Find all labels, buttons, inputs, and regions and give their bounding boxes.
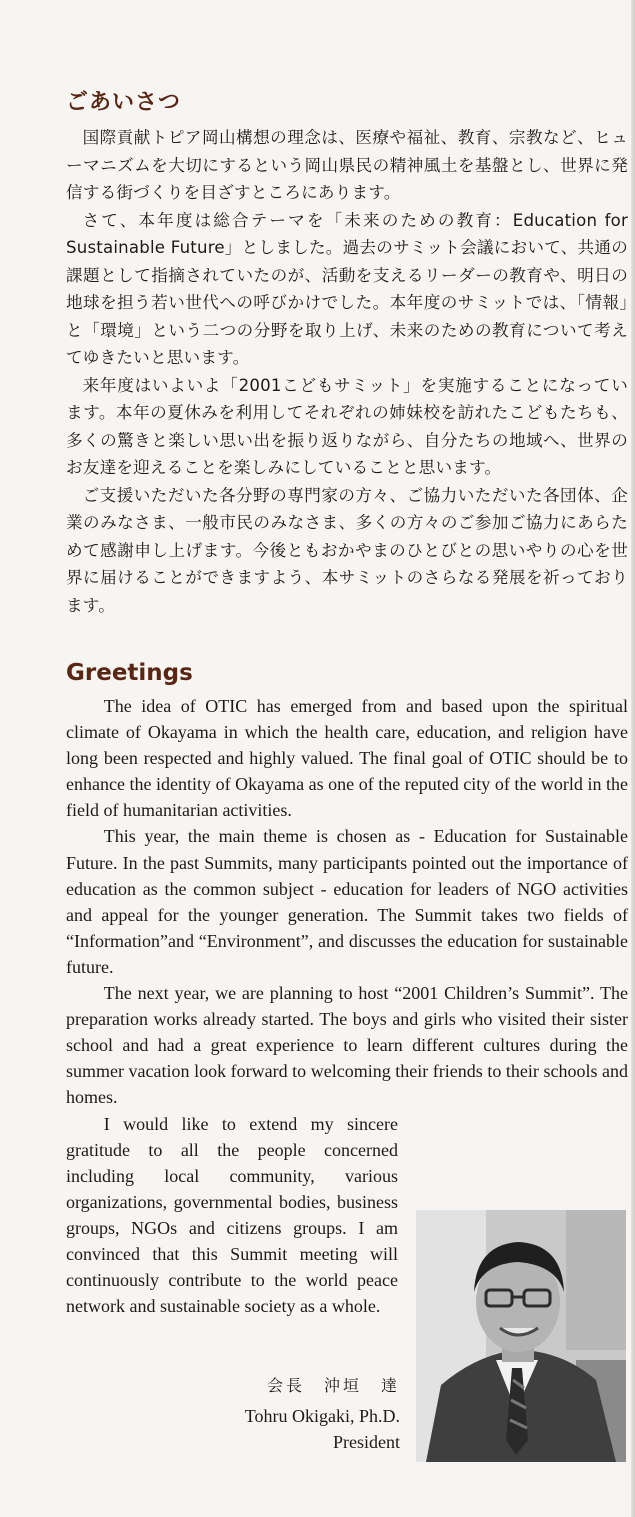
portrait-photo-icon (416, 1210, 626, 1462)
japanese-paragraph: さて、本年度は総合テーマを「未来のための教育：Education for Sustainable Future」としました。過去のサミット会議において、共通の課題として指摘されていたのが、活動を支えるリーダーの教育や、明日の地球を担う若い世代への呼びかけでした。本年度のサミットでは、「情報」と「環境」という二つの分野を取り上げ、未来のための教育について考えてゆきたいと思います。 (66, 210, 628, 367)
president-portrait-photo (416, 1210, 626, 1462)
signature-title: President (333, 1432, 400, 1452)
scan-edge (631, 0, 635, 1517)
signature-name: Tohru Okigaki, Ph.D. (244, 1406, 400, 1426)
japanese-paragraph: 国際貢献トピア岡山構想の理念は、医療や福祉、教育、宗教など、ヒューマニズムを大切にするという岡山県民の精神風土を基盤とし、世界に発信する街づくりを目ざすところにあります。 (66, 128, 628, 202)
japanese-heading: ごあいさつ (66, 90, 182, 115)
english-paragraph: The idea of OTIC has emerged from and based upon the spiritual climate of Okayama in which the health care, education, and religion have long been respected and highly valued. The final goal of OTIC should be to enhance the identity of Okayama as one of the reputed city of the world in the field of humanitarian activities. (66, 696, 628, 821)
english-paragraph: The next year, we are planning to host “2001 Children’s Summit”. The preparation works already started. The boys and girls who visited their sister school and had a great experience to learn different cultures during the summer vacation look forward to welcoming their friends to their schools and homes. (66, 983, 628, 1108)
english-paragraph: I would like to extend my sincere gratitude to all the people concerned including local community, various organizations, governmental bodies, business groups, NGOs and citizens groups. I am convinced that this Summit meeting will continuously contribute to the world peace network and sustainable society as a whole. (66, 1113, 398, 1317)
japanese-paragraph: 来年度はいよいよ「2001こどもサミット」を実施することになっています。本年の夏休みを利用してそれぞれの姉妹校を訪れたこどもたちも、多くの驚きと楽しい思い出を振り返りながら、自分たちの地域へ、世界のお友達を迎えることを楽しみにしていることと思います。 (66, 375, 628, 477)
signature-japanese: 会長 沖垣 達 (266, 1376, 400, 1395)
english-heading: Greetings (66, 660, 193, 686)
english-paragraph: This year, the main theme is chosen as - Education for Sustainable Future. In the past Summits, many participants pointed out the importance of education as the common subject - education for leaders of NGO activities and appeal for the younger generation. The Summit takes two fields of “Information”and “Environment”, and discusses the education for sustainable future. (66, 826, 628, 977)
japanese-paragraph: ご支援いただいた各分野の専門家の方々、ご協力いただいた各団体、企業のみなさま、一般市民のみなさま、多くの方々のご参加ご協力にあらためて感謝申し上げます。今後ともおかやまのひとびとの思いやりの心を世界に届けることができますよう、本サミットのさらなる発展を祈っております。 (66, 485, 628, 615)
signature-block (245, 1373, 400, 1455)
japanese-body (66, 124, 628, 619)
